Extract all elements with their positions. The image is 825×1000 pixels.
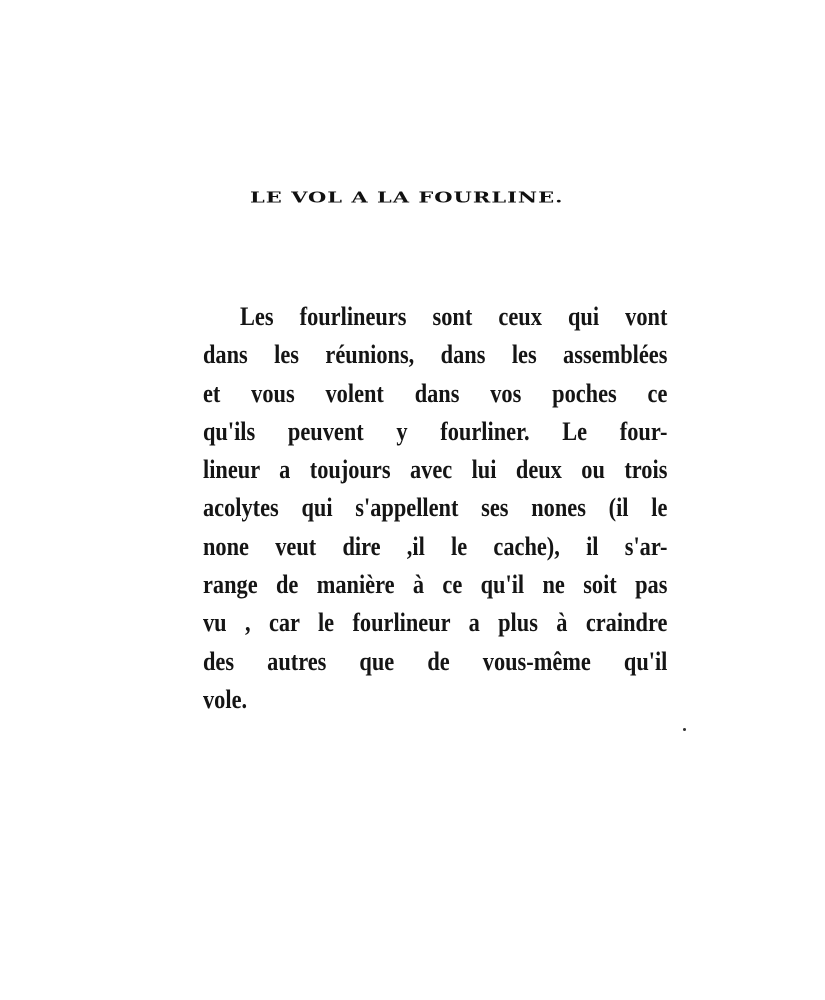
page-title: LE VOL A LA FOURLINE. <box>250 188 564 206</box>
ink-speck <box>683 728 686 731</box>
text-line: et vous volent dans vos poches ce <box>203 378 668 408</box>
text-line: none veut dire ,il le cache), il s'ar- <box>203 531 668 561</box>
text-line: qu'ils peuvent y fourliner. Le four- <box>203 416 668 446</box>
text-line: vu , car le fourlineur a plus à craindre <box>203 608 668 638</box>
text-line: acolytes qui s'appellent ses nones (il le <box>203 493 668 523</box>
text-line: Les fourlineurs sont ceux qui vont <box>239 302 668 331</box>
text-line: range de manière à ce qu'il ne soit pas <box>203 570 668 600</box>
text-line: lineur a toujours avec lui deux ou trois <box>203 455 668 485</box>
paragraph <box>203 298 668 719</box>
text-line: vole. <box>203 684 248 714</box>
text-line: des autres que de vous-même qu'il <box>203 646 668 676</box>
text-line: dans les réunions, dans les assemblées <box>203 340 668 370</box>
